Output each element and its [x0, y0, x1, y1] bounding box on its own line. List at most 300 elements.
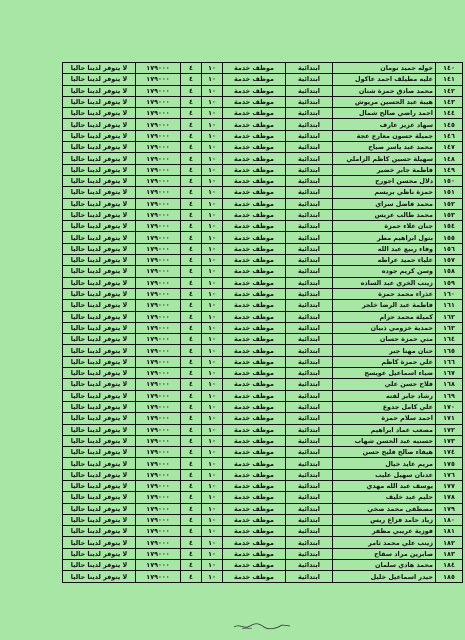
row-number-cell: ١٥٠ [436, 175, 463, 186]
row-number-cell: ١٤٥ [436, 119, 463, 130]
table-row [63, 345, 463, 356]
employee-name-cell: حمدية خزومي ذبيان [333, 322, 436, 333]
availability-note-cell: لا يتوفر لدينا حاليا [63, 469, 136, 480]
availability-note-cell: لا يتوفر لدينا حاليا [63, 390, 136, 401]
step-value-cell: ٤ [181, 119, 202, 130]
row-number-cell: ١٧٧ [436, 480, 463, 491]
education-level-cell: ابتدائية [286, 175, 333, 186]
salary-amount-cell: ١٧٩٠٠٠ [136, 548, 181, 559]
job-type-cell: موظف خدمة [223, 277, 286, 288]
availability-note-cell: لا يتوفر لدينا حاليا [63, 571, 136, 582]
availability-note-cell: لا يتوفر لدينا حاليا [63, 356, 136, 367]
availability-note-cell: لا يتوفر لدينا حاليا [63, 379, 136, 390]
employee-name-cell: حليم عبد خليف [333, 492, 436, 503]
salary-amount-cell: ١٧٩٠٠٠ [136, 175, 181, 186]
availability-note-cell: لا يتوفر لدينا حاليا [63, 153, 136, 164]
employee-name-cell: محمد هادي سلمان [333, 560, 436, 571]
grade-value-cell: ١٠ [202, 401, 223, 412]
table-row [63, 480, 463, 491]
salary-amount-cell: ١٧٩٠٠٠ [136, 187, 181, 198]
availability-note-cell: لا يتوفر لدينا حاليا [63, 266, 136, 277]
salary-amount-cell: ١٧٩٠٠٠ [136, 480, 181, 491]
grade-value-cell: ١٠ [202, 492, 223, 503]
step-value-cell: ٤ [181, 526, 202, 537]
job-type-cell: موظف خدمة [223, 458, 286, 469]
employee-name-cell: فوزية عريبي مظفر [333, 526, 436, 537]
availability-note-cell: لا يتوفر لدينا حاليا [63, 435, 136, 446]
step-value-cell: ٤ [181, 311, 202, 322]
salary-amount-cell: ١٧٩٠٠٠ [136, 390, 181, 401]
step-value-cell: ٤ [181, 390, 202, 401]
salary-amount-cell: ١٧٩٠٠٠ [136, 108, 181, 119]
grade-value-cell: ١٠ [202, 503, 223, 514]
table-row [63, 503, 463, 514]
salary-amount-cell: ١٧٩٠٠٠ [136, 379, 181, 390]
salary-amount-cell: ١٧٩٠٠٠ [136, 221, 181, 232]
row-number-cell: ١٦٤ [436, 334, 463, 345]
job-type-cell: موظف خدمة [223, 187, 286, 198]
salary-amount-cell: ١٧٩٠٠٠ [136, 571, 181, 582]
availability-note-cell: لا يتوفر لدينا حاليا [63, 514, 136, 525]
table-row [63, 401, 463, 412]
job-type-cell: موظف خدمة [223, 334, 286, 345]
employee-name-cell: علي كامل جدوع [333, 401, 436, 412]
step-value-cell: ٤ [181, 447, 202, 458]
availability-note-cell: لا يتوفر لدينا حاليا [63, 300, 136, 311]
table-row [63, 526, 463, 537]
step-value-cell: ٤ [181, 492, 202, 503]
row-number-cell: ١٤٨ [436, 153, 463, 164]
grade-value-cell: ١٠ [202, 480, 223, 491]
step-value-cell: ٤ [181, 503, 202, 514]
education-level-cell: ابتدائية [286, 243, 333, 254]
table-row [63, 447, 463, 458]
employee-name-cell: حمزة ناظي بريسم [333, 187, 436, 198]
availability-note-cell: لا يتوفر لدينا حاليا [63, 480, 136, 491]
table-row [63, 198, 463, 209]
job-type-cell: موظف خدمة [223, 96, 286, 107]
table-row [63, 209, 463, 220]
education-level-cell: ابتدائية [286, 334, 333, 345]
step-value-cell: ٤ [181, 85, 202, 96]
employee-name-cell: فاطمة عبد الرضا خلجر [333, 300, 436, 311]
education-level-cell: ابتدائية [286, 537, 333, 548]
grade-value-cell: ١٠ [202, 232, 223, 243]
salary-amount-cell: ١٧٩٠٠٠ [136, 255, 181, 266]
job-type-cell: موظف خدمة [223, 390, 286, 401]
employee-name-cell: رشاد جابر لفته [333, 390, 436, 401]
education-level-cell: ابتدائية [286, 221, 333, 232]
availability-note-cell: لا يتوفر لدينا حاليا [63, 345, 136, 356]
step-value-cell: ٤ [181, 345, 202, 356]
job-type-cell: موظف خدمة [223, 300, 286, 311]
step-value-cell: ٤ [181, 435, 202, 446]
step-value-cell: ٤ [181, 255, 202, 266]
salary-amount-cell: ١٧٩٠٠٠ [136, 153, 181, 164]
grade-value-cell: ١٠ [202, 413, 223, 424]
table-row [63, 164, 463, 175]
step-value-cell: ٤ [181, 548, 202, 559]
row-number-cell: ١٨٤ [436, 560, 463, 571]
employee-name-cell: هيبة عبد الحسين مريوش [333, 96, 436, 107]
education-level-cell: ابتدائية [286, 458, 333, 469]
salary-amount-cell: ١٧٩٠٠٠ [136, 526, 181, 537]
table-row [63, 153, 463, 164]
job-type-cell: موظف خدمة [223, 198, 286, 209]
handwritten-signature [232, 621, 292, 631]
row-number-cell: ١٦٦ [436, 356, 463, 367]
employee-name-cell: بتول ابراهيم مطر [333, 232, 436, 243]
step-value-cell: ٤ [181, 334, 202, 345]
employee-name-cell: سهيلة حسين كاظم الزاملي [333, 153, 436, 164]
grade-value-cell: ١٠ [202, 537, 223, 548]
table-row [63, 334, 463, 345]
education-level-cell: ابتدائية [286, 187, 333, 198]
salary-amount-cell: ١٧٩٠٠٠ [136, 514, 181, 525]
step-value-cell: ٤ [181, 130, 202, 141]
row-number-cell: ١٦١ [436, 300, 463, 311]
availability-note-cell: لا يتوفر لدينا حاليا [63, 277, 136, 288]
row-number-cell: ١٧٨ [436, 492, 463, 503]
row-number-cell: ١٤٠ [436, 63, 463, 74]
job-type-cell: موظف خدمة [223, 153, 286, 164]
grade-value-cell: ١٠ [202, 390, 223, 401]
education-level-cell: ابتدائية [286, 560, 333, 571]
employee-name-cell: حنان مهنا جبر [333, 345, 436, 356]
job-type-cell: موظف خدمة [223, 119, 286, 130]
availability-note-cell: لا يتوفر لدينا حاليا [63, 288, 136, 299]
availability-note-cell: لا يتوفر لدينا حاليا [63, 142, 136, 153]
table-row [63, 458, 463, 469]
employee-name-cell: جميلة حسون معارج عجة [333, 130, 436, 141]
job-type-cell: موظف خدمة [223, 503, 286, 514]
table-row [63, 119, 463, 130]
education-level-cell: ابتدائية [286, 130, 333, 141]
salary-amount-cell: ١٧٩٠٠٠ [136, 243, 181, 254]
education-level-cell: ابتدائية [286, 492, 333, 503]
salary-amount-cell: ١٧٩٠٠٠ [136, 413, 181, 424]
row-number-cell: ١٤١ [436, 74, 463, 85]
employee-name-cell: احمد سلام حمزة [333, 413, 436, 424]
availability-note-cell: لا يتوفر لدينا حاليا [63, 96, 136, 107]
employee-name-cell: مريم عايد خيال [333, 458, 436, 469]
row-number-cell: ١٥٧ [436, 255, 463, 266]
table-row [63, 424, 463, 435]
availability-note-cell: لا يتوفر لدينا حاليا [63, 232, 136, 243]
job-type-cell: موظف خدمة [223, 379, 286, 390]
row-number-cell: ١٥٣ [436, 209, 463, 220]
row-number-cell: ١٦٩ [436, 390, 463, 401]
salary-amount-cell: ١٧٩٠٠٠ [136, 288, 181, 299]
job-type-cell: موظف خدمة [223, 447, 286, 458]
availability-note-cell: لا يتوفر لدينا حاليا [63, 560, 136, 571]
table-row [63, 108, 463, 119]
job-type-cell: موظف خدمة [223, 401, 286, 412]
table-row [63, 571, 463, 582]
employee-name-cell: محمد عبد ياسر صياح [333, 142, 436, 153]
grade-value-cell: ١٠ [202, 560, 223, 571]
row-number-cell: ١٨٣ [436, 548, 463, 559]
grade-value-cell: ١٠ [202, 571, 223, 582]
row-number-cell: ١٤٧ [436, 142, 463, 153]
salary-amount-cell: ١٧٩٠٠٠ [136, 345, 181, 356]
education-level-cell: ابتدائية [286, 435, 333, 446]
education-level-cell: ابتدائية [286, 119, 333, 130]
table-row [63, 96, 463, 107]
row-number-cell: ١٦٥ [436, 345, 463, 356]
step-value-cell: ٤ [181, 322, 202, 333]
salary-amount-cell: ١٧٩٠٠٠ [136, 435, 181, 446]
job-type-cell: موظف خدمة [223, 142, 286, 153]
grade-value-cell: ١٠ [202, 96, 223, 107]
step-value-cell: ٤ [181, 221, 202, 232]
grade-value-cell: ١٠ [202, 379, 223, 390]
education-level-cell: ابتدائية [286, 74, 333, 85]
salary-amount-cell: ١٧٩٠٠٠ [136, 142, 181, 153]
salary-amount-cell: ١٧٩٠٠٠ [136, 164, 181, 175]
grade-value-cell: ١٠ [202, 526, 223, 537]
employee-name-cell: يوسف عبد الله مهدي [333, 480, 436, 491]
job-type-cell: موظف خدمة [223, 243, 286, 254]
step-value-cell: ٤ [181, 458, 202, 469]
table-row [63, 514, 463, 525]
availability-note-cell: لا يتوفر لدينا حاليا [63, 492, 136, 503]
row-number-cell: ١٧٠ [436, 401, 463, 412]
job-type-cell: موظف خدمة [223, 232, 286, 243]
job-type-cell: موظف خدمة [223, 413, 286, 424]
table-row [63, 548, 463, 559]
grade-value-cell: ١٠ [202, 435, 223, 446]
job-type-cell: موظف خدمة [223, 469, 286, 480]
availability-note-cell: لا يتوفر لدينا حاليا [63, 130, 136, 141]
table-row [63, 390, 463, 401]
salary-amount-cell: ١٧٩٠٠٠ [136, 356, 181, 367]
table-row [63, 560, 463, 571]
employee-name-cell: علي حمزة كاظم [333, 356, 436, 367]
step-value-cell: ٤ [181, 469, 202, 480]
employee-name-cell: كميلة محمد حزام [333, 311, 436, 322]
availability-note-cell: لا يتوفر لدينا حاليا [63, 209, 136, 220]
row-number-cell: ١٦٢ [436, 311, 463, 322]
education-level-cell: ابتدائية [286, 266, 333, 277]
education-level-cell: ابتدائية [286, 526, 333, 537]
salary-amount-cell: ١٧٩٠٠٠ [136, 119, 181, 130]
job-type-cell: موظف خدمة [223, 548, 286, 559]
grade-value-cell: ١٠ [202, 447, 223, 458]
education-level-cell: ابتدائية [286, 63, 333, 74]
employee-name-cell: زينب الخري عبد الساده [333, 277, 436, 288]
job-type-cell: موظف خدمة [223, 424, 286, 435]
salary-amount-cell: ١٧٩٠٠٠ [136, 447, 181, 458]
step-value-cell: ٤ [181, 424, 202, 435]
availability-note-cell: لا يتوفر لدينا حاليا [63, 198, 136, 209]
salary-amount-cell: ١٧٩٠٠٠ [136, 130, 181, 141]
row-number-cell: ١٧٦ [436, 469, 463, 480]
employee-name-cell: محمد صادق حمزة شنان [333, 85, 436, 96]
grade-value-cell: ١٠ [202, 300, 223, 311]
education-level-cell: ابتدائية [286, 142, 333, 153]
education-level-cell: ابتدائية [286, 277, 333, 288]
row-number-cell: ١٦٨ [436, 379, 463, 390]
salary-amount-cell: ١٧٩٠٠٠ [136, 198, 181, 209]
availability-note-cell: لا يتوفر لدينا حاليا [63, 413, 136, 424]
grade-value-cell: ١٠ [202, 119, 223, 130]
salary-amount-cell: ١٧٩٠٠٠ [136, 458, 181, 469]
grade-value-cell: ١٠ [202, 356, 223, 367]
step-value-cell: ٤ [181, 63, 202, 74]
row-number-cell: ١٦٠ [436, 288, 463, 299]
education-level-cell: ابتدائية [286, 255, 333, 266]
education-level-cell: ابتدائية [286, 153, 333, 164]
table-row [63, 492, 463, 503]
availability-note-cell: لا يتوفر لدينا حاليا [63, 221, 136, 232]
table-row [63, 187, 463, 198]
employee-name-cell: فاطمة جابر خضير [333, 164, 436, 175]
availability-note-cell: لا يتوفر لدينا حاليا [63, 401, 136, 412]
step-value-cell: ٤ [181, 74, 202, 85]
education-level-cell: ابتدائية [286, 232, 333, 243]
grade-value-cell: ١٠ [202, 469, 223, 480]
salary-amount-cell: ١٧٩٠٠٠ [136, 311, 181, 322]
grade-value-cell: ١٠ [202, 458, 223, 469]
grade-value-cell: ١٠ [202, 288, 223, 299]
grade-value-cell: ١٠ [202, 311, 223, 322]
availability-note-cell: لا يتوفر لدينا حاليا [63, 503, 136, 514]
row-number-cell: ١٤٦ [436, 130, 463, 141]
grade-value-cell: ١٠ [202, 198, 223, 209]
table-row [63, 537, 463, 548]
grade-value-cell: ١٠ [202, 209, 223, 220]
job-type-cell: موظف خدمة [223, 356, 286, 367]
step-value-cell: ٤ [181, 209, 202, 220]
education-level-cell: ابتدائية [286, 390, 333, 401]
row-number-cell: ١٤٢ [436, 85, 463, 96]
step-value-cell: ٤ [181, 187, 202, 198]
step-value-cell: ٤ [181, 413, 202, 424]
education-level-cell: ابتدائية [286, 424, 333, 435]
employee-name-cell: خوله حميد نومان [333, 63, 436, 74]
row-number-cell: ١٨٠ [436, 514, 463, 525]
education-level-cell: ابتدائية [286, 571, 333, 582]
table-row [63, 322, 463, 333]
employee-name-cell: عليه مطيلف احمد عاكول [333, 74, 436, 85]
salary-amount-cell: ١٧٩٠٠٠ [136, 96, 181, 107]
employee-name-cell: محمد طالب عريس [333, 209, 436, 220]
step-value-cell: ٤ [181, 266, 202, 277]
grade-value-cell: ١٠ [202, 255, 223, 266]
grade-value-cell: ١٠ [202, 142, 223, 153]
education-level-cell: ابتدائية [286, 209, 333, 220]
education-level-cell: ابتدائية [286, 108, 333, 119]
education-level-cell: ابتدائية [286, 85, 333, 96]
row-number-cell: ١٤٩ [436, 164, 463, 175]
step-value-cell: ٤ [181, 401, 202, 412]
grade-value-cell: ١٠ [202, 175, 223, 186]
job-type-cell: موظف خدمة [223, 74, 286, 85]
table-row [63, 130, 463, 141]
availability-note-cell: لا يتوفر لدينا حاليا [63, 108, 136, 119]
employee-name-cell: عذراء محمد حمزة [333, 288, 436, 299]
row-number-cell: ١٤٣ [436, 96, 463, 107]
table-row [63, 288, 463, 299]
job-type-cell: موظف خدمة [223, 63, 286, 74]
grade-value-cell: ١٠ [202, 424, 223, 435]
employee-name-cell: وسن كريم جوده [333, 266, 436, 277]
education-level-cell: ابتدائية [286, 379, 333, 390]
step-value-cell: ٤ [181, 108, 202, 119]
job-type-cell: موظف خدمة [223, 322, 286, 333]
step-value-cell: ٤ [181, 368, 202, 379]
job-type-cell: موظف خدمة [223, 288, 286, 299]
employee-name-cell: حيدر اسماعيل خليل [333, 571, 436, 582]
availability-note-cell: لا يتوفر لدينا حاليا [63, 368, 136, 379]
records-table-body [63, 63, 463, 583]
row-number-cell: ١٧١ [436, 413, 463, 424]
employee-name-cell: عدنان سهيل عليب [333, 469, 436, 480]
table-row [63, 63, 463, 74]
step-value-cell: ٤ [181, 379, 202, 390]
availability-note-cell: لا يتوفر لدينا حاليا [63, 548, 136, 559]
job-type-cell: موظف خدمة [223, 221, 286, 232]
salary-amount-cell: ١٧٩٠٠٠ [136, 266, 181, 277]
salary-amount-cell: ١٧٩٠٠٠ [136, 209, 181, 220]
employee-name-cell: محمد فاضل سراي [333, 198, 436, 209]
table-row [63, 221, 463, 232]
salary-amount-cell: ١٧٩٠٠٠ [136, 322, 181, 333]
job-type-cell: موظف خدمة [223, 209, 286, 220]
step-value-cell: ٤ [181, 198, 202, 209]
employee-name-cell: هيفاء صالح فليح حسن [333, 447, 436, 458]
row-number-cell: ١٥٩ [436, 277, 463, 288]
employee-name-cell: زينب علي محمد ثامر [333, 537, 436, 548]
step-value-cell: ٤ [181, 175, 202, 186]
employee-name-cell: ضياء اسماعيل عويسج [333, 368, 436, 379]
grade-value-cell: ١٠ [202, 277, 223, 288]
job-type-cell: موظف خدمة [223, 130, 286, 141]
grade-value-cell: ١٠ [202, 334, 223, 345]
table-row [63, 266, 463, 277]
step-value-cell: ٤ [181, 300, 202, 311]
records-sheet [62, 62, 455, 583]
row-number-cell: ١٥٤ [436, 221, 463, 232]
row-number-cell: ١٥٨ [436, 266, 463, 277]
job-type-cell: موظف خدمة [223, 571, 286, 582]
salary-amount-cell: ١٧٩٠٠٠ [136, 300, 181, 311]
grade-value-cell: ١٠ [202, 63, 223, 74]
grade-value-cell: ١٠ [202, 85, 223, 96]
table-row [63, 232, 463, 243]
job-type-cell: موظف خدمة [223, 560, 286, 571]
step-value-cell: ٤ [181, 277, 202, 288]
table-row [63, 74, 463, 85]
step-value-cell: ٤ [181, 480, 202, 491]
education-level-cell: ابتدائية [286, 480, 333, 491]
table-row [63, 413, 463, 424]
table-row [63, 368, 463, 379]
employee-name-cell: مصعب عماد ابراهيم [333, 424, 436, 435]
availability-note-cell: لا يتوفر لدينا حاليا [63, 447, 136, 458]
table-row [63, 243, 463, 254]
grade-value-cell: ١٠ [202, 322, 223, 333]
availability-note-cell: لا يتوفر لدينا حاليا [63, 63, 136, 74]
step-value-cell: ٤ [181, 164, 202, 175]
row-number-cell: ١٧٣ [436, 435, 463, 446]
step-value-cell: ٤ [181, 232, 202, 243]
education-level-cell: ابتدائية [286, 447, 333, 458]
row-number-cell: ١٥٥ [436, 232, 463, 243]
job-type-cell: موظف خدمة [223, 492, 286, 503]
row-number-cell: ١٤٤ [436, 108, 463, 119]
